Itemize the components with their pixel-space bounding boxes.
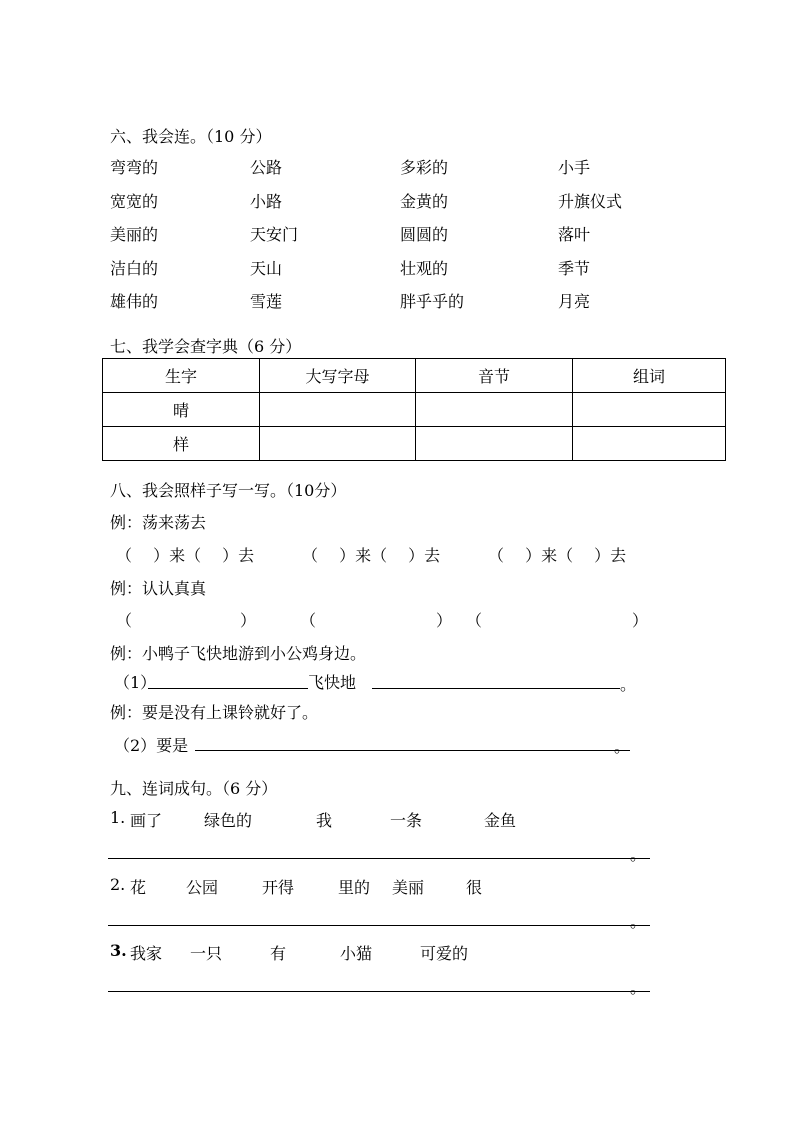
answer-line[interactable]: [195, 750, 630, 751]
section-7-title: 七、我学会查字典（6 分）: [110, 337, 302, 356]
answer-cell[interactable]: [416, 393, 573, 427]
matching-word[interactable]: 胖乎乎的: [400, 292, 465, 311]
matching-word[interactable]: 雄伟的: [110, 292, 159, 311]
example-2: 例：认认真真: [110, 579, 207, 598]
question-1-word: 飞快地: [308, 673, 357, 692]
example-4: 例：要是没有上课铃就好了。: [110, 703, 319, 722]
example-1: 例：荡来荡去: [110, 513, 207, 532]
section-8-title: 八、我会照样子写一写。（10分）: [110, 481, 347, 500]
item-number: 3.: [110, 941, 127, 960]
question-1-number: （1）: [114, 673, 157, 692]
table-header: 组词: [573, 359, 726, 393]
section-9-title: 九、连词成句。（6 分）: [110, 779, 278, 798]
period: 。: [620, 675, 637, 694]
period: 。: [630, 912, 647, 931]
word-chip: 开得: [262, 878, 295, 897]
matching-word[interactable]: 弯弯的: [110, 158, 159, 177]
word-chip: 一只: [190, 944, 223, 963]
dictionary-table: [102, 358, 726, 461]
blank-pattern[interactable]: （ ）来（ ）去: [488, 546, 627, 565]
paren-close: ）: [436, 611, 453, 630]
blank-pattern[interactable]: （ ）来（ ）去: [116, 546, 255, 565]
matching-row: [110, 289, 670, 323]
word-chip: 里的: [338, 878, 371, 897]
answer-line[interactable]: [108, 858, 650, 859]
matching-word[interactable]: 升旗仪式: [558, 191, 623, 211]
matching-word[interactable]: 公路: [250, 158, 283, 177]
paren-open: （: [116, 611, 133, 630]
word-chip: 我: [316, 811, 333, 830]
word-chip: 金鱼: [484, 811, 517, 830]
word-chip: 可爱的: [420, 944, 469, 963]
matching-word[interactable]: 季节: [558, 258, 591, 278]
char-cell: 晴: [103, 393, 260, 427]
matching-word[interactable]: 小路: [250, 191, 283, 211]
matching-row: [110, 189, 670, 223]
answer-line[interactable]: [108, 925, 650, 926]
matching-row: [110, 222, 670, 256]
matching-word[interactable]: 金黄的: [400, 191, 449, 211]
answer-line[interactable]: [372, 688, 620, 689]
matching-grid: [110, 155, 670, 323]
period: 。: [630, 845, 647, 864]
answer-cell[interactable]: [573, 427, 726, 461]
matching-word[interactable]: 小手: [558, 158, 591, 177]
matching-word[interactable]: 洁白的: [110, 258, 159, 278]
word-chip: 绿色的: [204, 811, 253, 830]
matching-word[interactable]: 宽宽的: [110, 191, 159, 211]
paren-close: ）: [240, 611, 257, 630]
paren-open: （: [466, 611, 483, 630]
word-chip: 小猫: [340, 944, 373, 963]
table-row: [103, 427, 726, 461]
table-row: [103, 393, 726, 427]
table-header: 大写字母: [260, 359, 416, 393]
item-number: 2.: [110, 875, 126, 894]
answer-cell[interactable]: [416, 427, 573, 461]
section-6-title: 六、我会连。（10 分）: [110, 127, 272, 146]
matching-word[interactable]: 天安门: [250, 225, 299, 244]
word-chip: 花: [130, 878, 147, 897]
matching-word[interactable]: 多彩的: [400, 158, 449, 177]
period: 。: [614, 737, 631, 756]
word-chip: 有: [270, 944, 287, 963]
answer-cell[interactable]: [260, 427, 416, 461]
answer-cell[interactable]: [573, 393, 726, 427]
question-2-prefix: （2）要是: [114, 736, 189, 755]
matching-row: [110, 256, 670, 290]
word-chip: 我家: [130, 944, 163, 963]
paren-close: ）: [632, 611, 649, 630]
word-chip: 一条: [390, 811, 423, 830]
matching-word[interactable]: 圆圆的: [400, 225, 449, 244]
char-cell: 样: [103, 427, 260, 461]
matching-row: [110, 155, 670, 189]
table-header-row: [103, 359, 726, 393]
item-number: 1.: [110, 808, 126, 827]
blank-pattern[interactable]: （ ）来（ ）去: [302, 546, 441, 565]
word-chip: 画了: [130, 811, 163, 830]
period: 。: [630, 978, 647, 997]
word-chip: 美丽: [392, 878, 425, 897]
answer-cell[interactable]: [260, 393, 416, 427]
matching-word[interactable]: 月亮: [558, 292, 591, 311]
paren-open: （: [300, 611, 317, 630]
table-header: 生字: [103, 359, 260, 393]
matching-word[interactable]: 天山: [250, 258, 283, 278]
answer-line[interactable]: [148, 688, 308, 689]
matching-word[interactable]: 落叶: [558, 225, 591, 244]
example-3: 例：小鸭子飞快地游到小公鸡身边。: [110, 644, 367, 663]
table-header: 音节: [416, 359, 573, 393]
word-chip: 很: [466, 878, 483, 897]
matching-word[interactable]: 雪莲: [250, 292, 283, 311]
matching-word[interactable]: 壮观的: [400, 258, 449, 278]
matching-word[interactable]: 美丽的: [110, 225, 159, 244]
word-chip: 公园: [186, 878, 219, 897]
answer-line[interactable]: [108, 991, 650, 992]
